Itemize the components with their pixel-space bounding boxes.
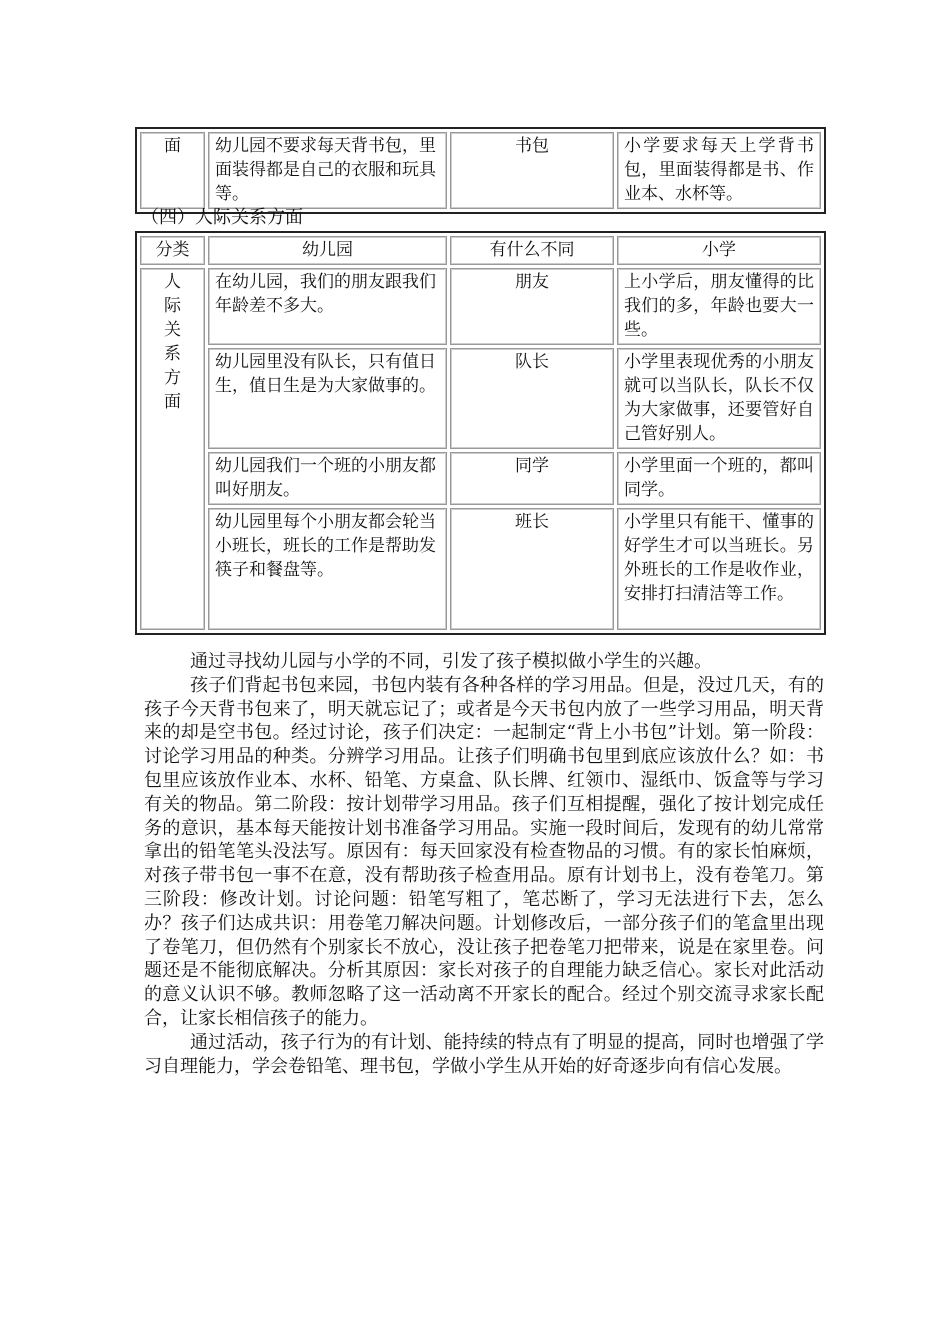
table-school-bag (135, 127, 826, 214)
table-row (140, 508, 821, 630)
kindergarten-cell: 在幼儿园，我们的朋友跟我们年龄差不多大。 (208, 268, 447, 345)
category-char: 方 (164, 368, 181, 388)
kindergarten-cell: 幼儿园我们一个班的小朋友都叫好朋友。 (208, 452, 447, 505)
header-category: 分类 (140, 236, 205, 265)
table-row (140, 452, 821, 505)
primary-cell: 小学要求每天上学背书包，里面装得都是书、作业本、水杯等。 (617, 132, 821, 209)
category-char: 关 (164, 320, 181, 340)
table-relationships (135, 231, 826, 635)
section-heading: （四）人际关系方面 (141, 207, 303, 228)
kindergarten-cell: 幼儿园里每个小朋友都会轮当小班长，班长的工作是帮助发筷子和餐盘等。 (208, 508, 447, 630)
header-difference: 有什么不同 (450, 236, 614, 265)
difference-cell: 书包 (450, 132, 614, 209)
kindergarten-cell: 幼儿园不要求每天背书包，里面装得都是自己的衣服和玩具等。 (208, 132, 447, 209)
kindergarten-cell: 幼儿园里没有队长，只有值日生，值日生是为大家做事的。 (208, 348, 447, 449)
category-char: 际 (164, 296, 181, 316)
difference-cell: 队长 (450, 348, 614, 449)
category-vertical-cell (140, 268, 205, 630)
difference-cell: 朋友 (450, 268, 614, 345)
category-char: 人 (164, 272, 181, 292)
paragraph: 孩子们背起书包来园，书包内装有各种各样的学习用品。但是，没过几天，有的孩子今天背书包来了，明天就忘记了；或者是今天书包内放了一些学习用品，明天背来的却是空书包。经过讨论，孩子们决定：一起制定“背上小书包”计划。第一阶段：讨论学习用品的种类。分辨学习用品。让孩子们明确书包里到底应该放什么？如：书包里应该放作业本、水杯、铅笔、方桌盒、队长牌、红领巾、湿纸巾、饭盒等与学习有关的物品。第二阶段：按计划带学习用品。孩子们互相提醒，强化了按计划完成任务的意识，基本每天能按计划书准备学习用品。实施一段时间后，发现有的幼儿常常拿出的铅笔笔头没法写。原因有：每天回家没有检查物品的习惯。有的家长怕麻烦，对孩子带书包一事不在意，没有帮助孩子检查用品。原有计划书上，没有卷笔刀。第三阶段：修改计划。讨论问题：铅笔写粗了，笔芯断了，学习无法进行下去，怎么办？孩子们达成共识：用卷笔刀解决问题。计划修改后，一部分孩子们的笔盒里出现了卷笔刀，但仍然有个别家长不放心，没让孩子把卷笔刀把带来，说是在家里卷。问题还是不能彻底解决。分析其原因：家长对孩子的自理能力缺乏信心。家长对此活动的意义认识不够。教师忽略了这一活动离不开家长的配合。经过个别交流寻求家长配合，让家长相信孩子的能力。 (144, 674, 824, 1029)
category-char: 系 (164, 344, 181, 364)
table-row (140, 348, 821, 449)
primary-cell: 小学里只有能干、懂事的好学生才可以当班长。另外班长的工作是收作业，安排打扫清洁等工作。 (617, 508, 821, 630)
table-row (140, 132, 821, 209)
primary-cell: 上小学后，朋友懂得的比我们的多，年龄也要大一些。 (617, 268, 821, 345)
paragraph: 通过寻找幼儿园与小学的不同，引发了孩子模拟做小学生的兴趣。 (190, 651, 712, 672)
header-kindergarten: 幼儿园 (208, 236, 447, 265)
difference-cell: 同学 (450, 452, 614, 505)
table-header-row (140, 236, 821, 265)
table-row (140, 268, 821, 345)
category-char: 面 (164, 392, 181, 412)
primary-cell: 小学里面一个班的，都叫同学。 (617, 452, 821, 505)
body-text (144, 650, 824, 1078)
header-primary: 小学 (617, 236, 821, 265)
paragraph: 通过活动，孩子行为的有计划、能持续的特点有了明显的提高，同时也增强了学习自理能力，学会卷铅笔、理书包，学做小学生从开始的好奇逐步向有信心发展。 (144, 1031, 824, 1077)
difference-cell: 班长 (450, 508, 614, 630)
category-cell: 面 (140, 132, 205, 209)
primary-cell: 小学里表现优秀的小朋友就可以当队长，队长不仅为大家做事，还要管好自己管好别人。 (617, 348, 821, 449)
